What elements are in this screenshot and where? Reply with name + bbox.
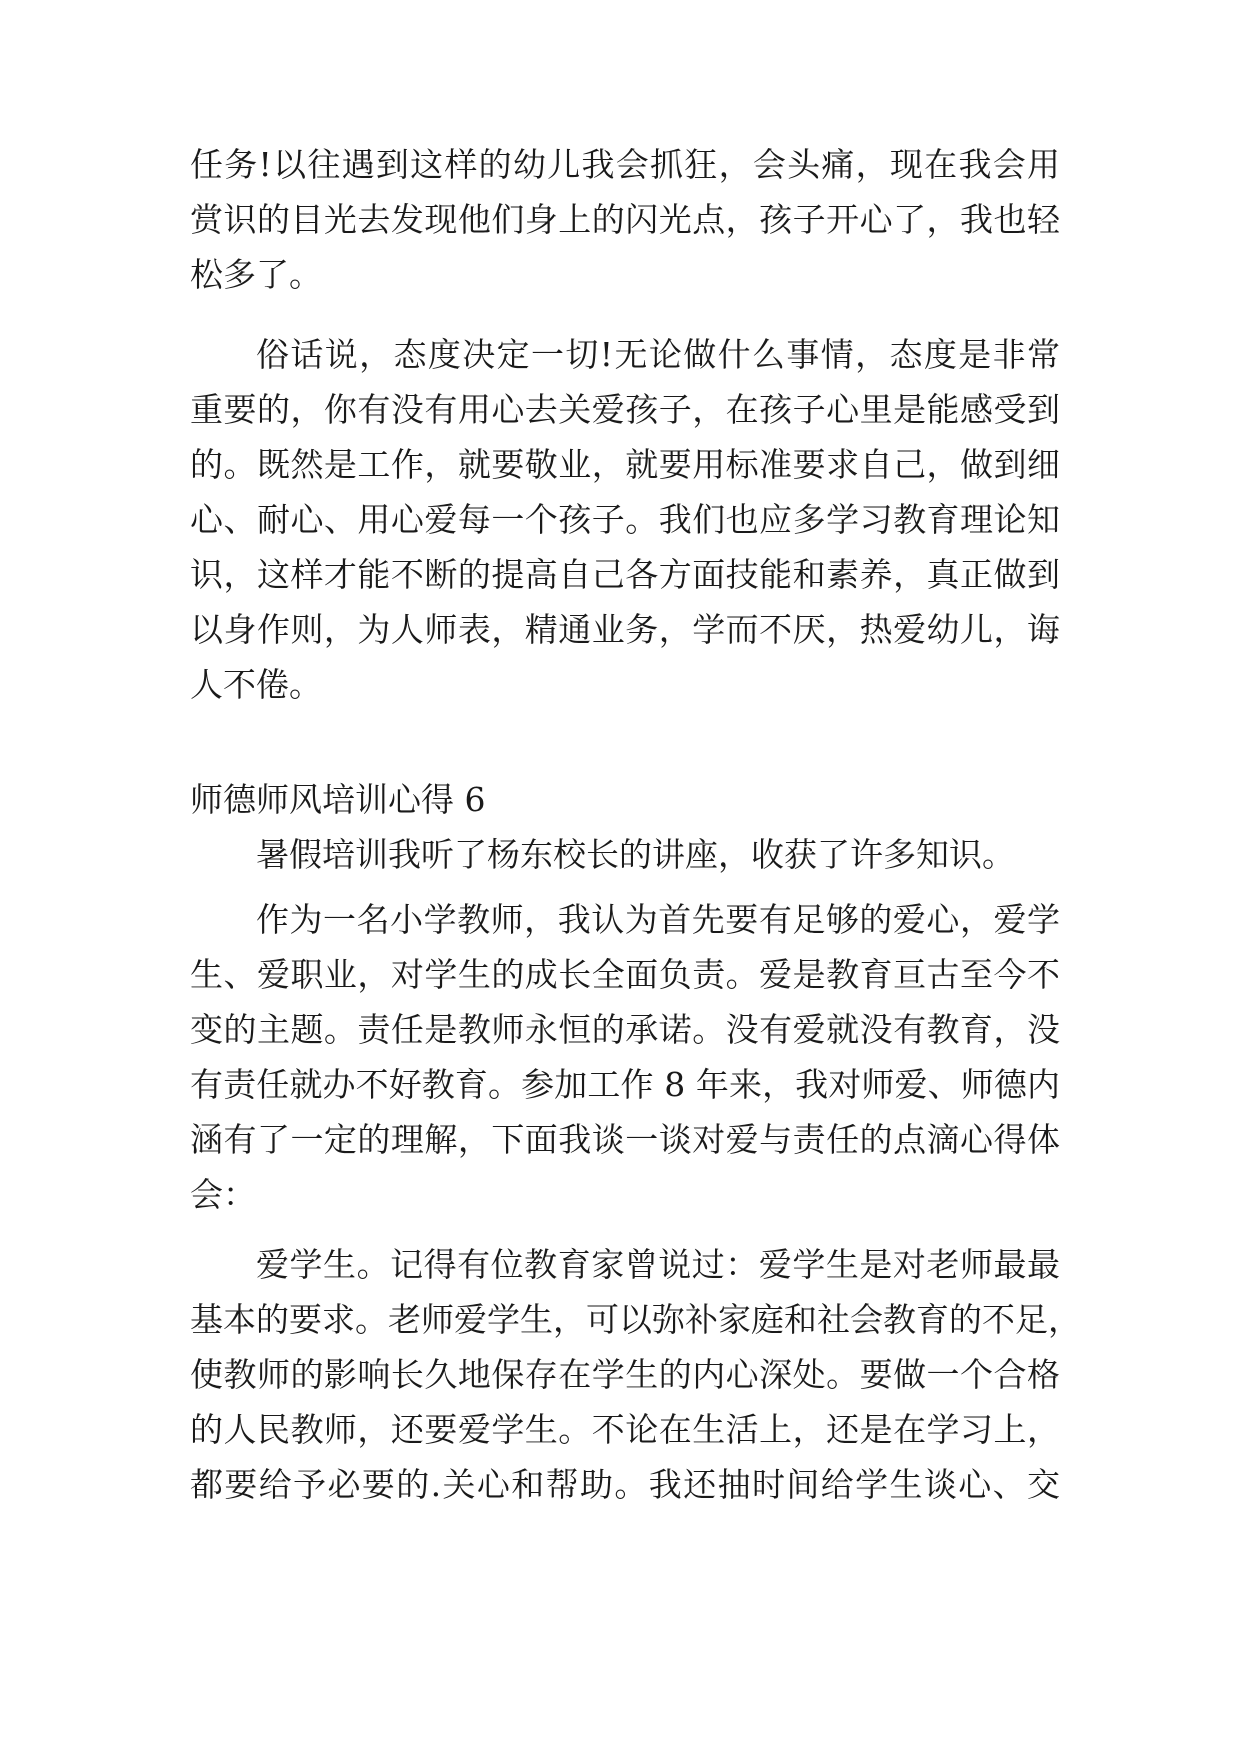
paragraph-line: 有责任就办不好教育。参加工作 8 年来，我对师爱、师德内 [190,1065,1060,1104]
paragraph-line: 基本的要求。老师爱学生，可以弥补家庭和社会教育的不足， [190,1300,1081,1339]
paragraph-line: 重要的，你有没有用心去关爱孩子，在孩子心里是能感受到 [190,390,1060,429]
paragraph-line: 作为一名小学教师，我认为首先要有足够的爱心，爱学 [256,900,1060,939]
paragraph-line: 识，这样才能不断的提高自己各方面技能和素养，真正做到 [190,555,1060,594]
paragraph-line: 心、耐心、用心爱每一个孩子。我们也应多学习教育理论知 [190,500,1060,539]
paragraph-line: 使教师的影响长久地保存在学生的内心深处。要做一个合格 [190,1355,1060,1394]
paragraph-line: 爱学生。记得有位教育家曾说过：爱学生是对老师最最 [256,1245,1060,1284]
paragraph-line: 暑假培训我听了杨东校长的讲座，收获了许多知识。 [256,835,1015,874]
paragraph-line: 任务!以往遇到这样的幼儿我会抓狂，会头痛，现在我会用 [190,145,1060,184]
paragraph-line: 松多了。 [190,255,322,294]
paragraph-line: 会： [190,1175,256,1214]
paragraph-line: 的人民教师，还要爱学生。不论在生活上，还是在学习上， [190,1410,1060,1449]
paragraph-line: 俗话说，态度决定一切!无论做什么事情，态度是非常 [256,335,1060,374]
paragraph-line: 变的主题。责任是教师永恒的承诺。没有爱就没有教育，没 [190,1010,1060,1049]
paragraph-line: 的。既然是工作，就要敬业，就要用标准要求自己，做到细 [190,445,1060,484]
paragraph-line: 都要给予必要的.关心和帮助。我还抽时间给学生谈心、交 [190,1465,1060,1504]
paragraph-line: 人不倦。 [190,665,322,704]
paragraph-line: 生、爱职业，对学生的成长全面负责。爱是教育亘古至今不 [190,955,1060,994]
section-heading: 师德师风培训心得 6 [190,780,486,819]
paragraph-line: 赏识的目光去发现他们身上的闪光点，孩子开心了，我也轻 [190,200,1060,239]
paragraph-line: 以身作则，为人师表，精通业务，学而不厌，热爱幼儿，诲 [190,610,1060,649]
paragraph-line: 涵有了一定的理解，下面我谈一谈对爱与责任的点滴心得体 [190,1120,1060,1159]
